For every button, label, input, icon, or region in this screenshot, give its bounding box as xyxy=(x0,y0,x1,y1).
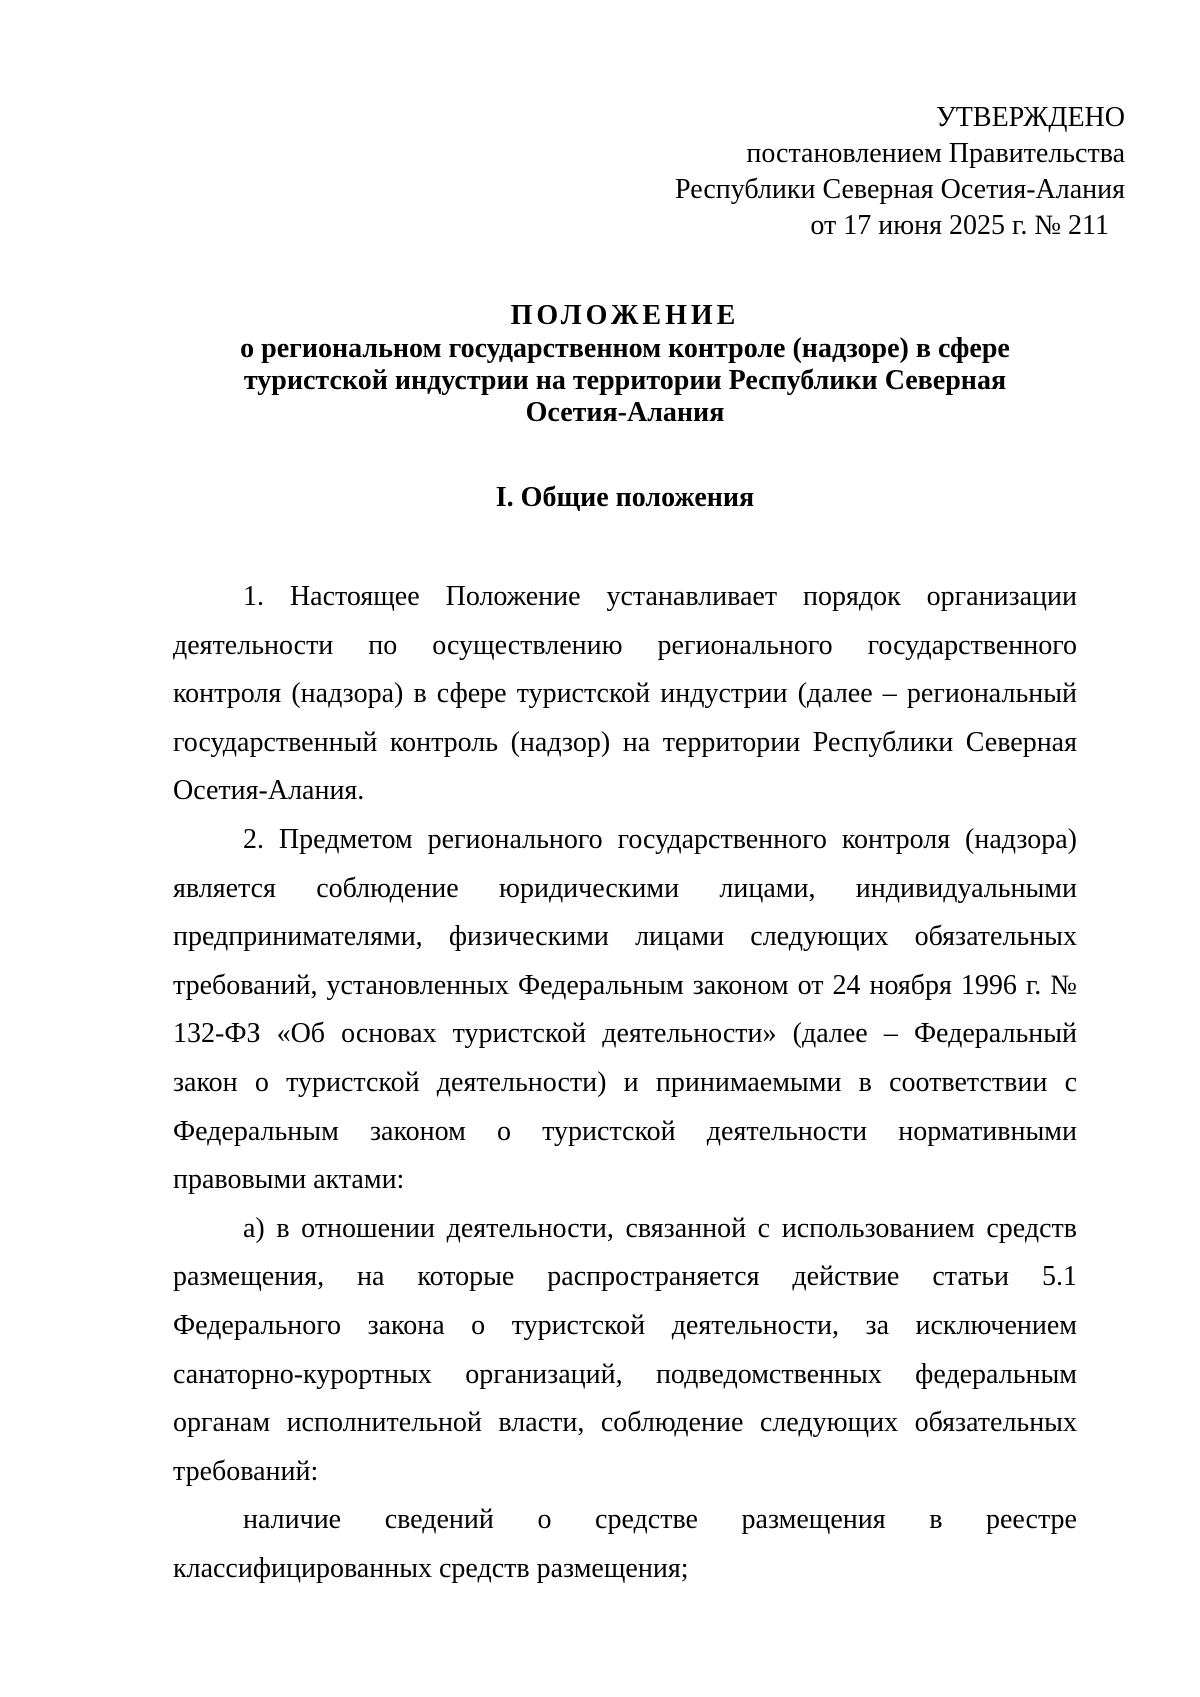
title-line-2: туристской индустрии на территории Республики Северная xyxy=(243,365,1007,396)
paragraph-1: 1. Настоящее Положение устанавливает порядок организации деятельности по осуществлению регионального государственного контроля (надзора) в сфере туристской индустрии (далее – региональный государственный контроль (надзор) на территории Республики Северная Осетия-Алания. xyxy=(173,581,1077,807)
title-heading: ПОЛОЖЕНИЕ xyxy=(510,300,740,331)
document-title xyxy=(175,300,1075,429)
title-line-1: о региональном государственном контроле (надзоре) в сфере xyxy=(240,333,1010,364)
approval-date-number: от 17 июня 2025 г. № 211 xyxy=(810,210,1109,241)
approval-republic: Республики Северная Осетия-Алания xyxy=(675,174,1125,205)
document-body xyxy=(173,573,1077,1593)
title-line-3: Осетия-Алания xyxy=(525,397,725,428)
paragraph-2: 2. Предметом регионального государственного контроля (надзора) является соблюдение юридическими лицами, индивидуальными предпринимателями, физическими лицами следующих обязательных требований, установленных Федеральным законом от 24 ноября 1996 г. № 132-ФЗ «Об основах туристской деятельности» (далее – Федеральный закон о туристской деятельности) и принимаемыми в соответствии с Федеральным законом о туристской деятельности нормативными правовыми актами: xyxy=(173,823,1077,1196)
approval-decree: постановлением Правительства xyxy=(746,138,1125,169)
section-heading: I. Общие положения xyxy=(495,482,755,513)
paragraph-2a-item: наличие сведений о средстве размещения в реестре классифицированных средств размещения; xyxy=(173,1504,1077,1584)
approval-stamp xyxy=(675,100,1125,244)
approval-title: УТВЕРЖДЕНО xyxy=(935,102,1125,133)
paragraph-2a: а) в отношении деятельности, связанной с использованием средств размещения, на которые распространяется действие статьи 5.1 Федерального закона о туристской деятельности, за исключением санаторно-курортных организаций, подведомственных федеральным органам исполнительной власти, соблюдение следующих обязательных требований: xyxy=(173,1212,1077,1487)
